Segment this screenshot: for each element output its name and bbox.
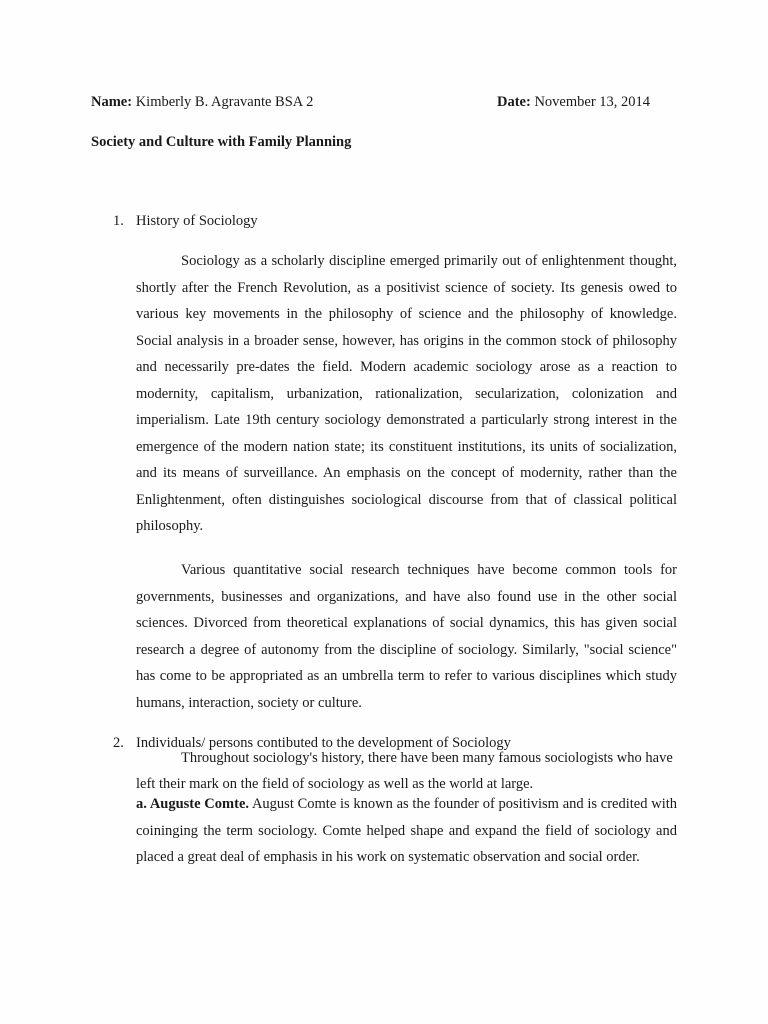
entry-comte-label: a. Auguste Comte. [136,796,250,812]
section-1-heading-text: History of Sociology [136,213,258,229]
date-label: Date: [497,94,531,110]
entry-comte-text: August Comte is known as the founder of positivism and is credited with coininging the term sociology. Comte helped shape and expand the field of sociology and placed a great deal of emphasis in his work on systematic observation and social order. [136,796,678,865]
section-2-heading-text: Individuals/ persons contibuted to the development of Sociology [136,735,511,751]
section-2-intro: Throughout sociology's history, there have been many famous sociologists who have left their mark on the field of sociology as well as the world at large. [136,750,673,792]
date-value: November 13, 2014 [530,94,651,110]
section-1-number: 1. [113,213,124,229]
section-1-paragraph-1: Sociology as a scholarly discipline emerged primarily out of enlightenment thought, shortly after the French Revolution, as a positivist science of society. Its genesis owed to various key movements in the philosophy of science and the philosophy of knowledge. Social analysis in a broader sense, however, has origins in the common stock of philosophy and necessarily pre-dates the field. Modern academic sociology arose as a reaction to modernity, capitalism, urbanization, rationalization, secularization, colonization and imperialism. Late 19th century sociology demonstrated a particularly strong interest in the emergence of the modern nation state; its constituent institutions, its units of socialization, and its means of surveillance. An emphasis on the concept of modernity, rather than the Enlightenment, often distinguishes sociological discourse from that of classical political philosophy. [136,253,677,534]
name-label: Name: [91,94,133,110]
section-2-entry-comte [136,791,677,871]
name-value: Kimberly B. Agravante BSA 2 [132,94,314,110]
student-name-line [91,91,313,113]
section-2-number: 2. [113,735,124,751]
document-title: Society and Culture with Family Planning [91,134,352,150]
date-line [497,91,650,113]
section-1-heading [113,210,258,232]
section-1-paragraph-2: Various quantitative social research techniques have become common tools for governments, businesses and organizations, and have also found use in the other social sciences. Divorced from theoretical explanations of social dynamics, this has given social research a degree of autonomy from the discipline of sociology. Similarly, "social science" has come to be appropriated as an umbrella term to refer to various disciplines which study humans, interaction, society or culture. [136,562,677,711]
